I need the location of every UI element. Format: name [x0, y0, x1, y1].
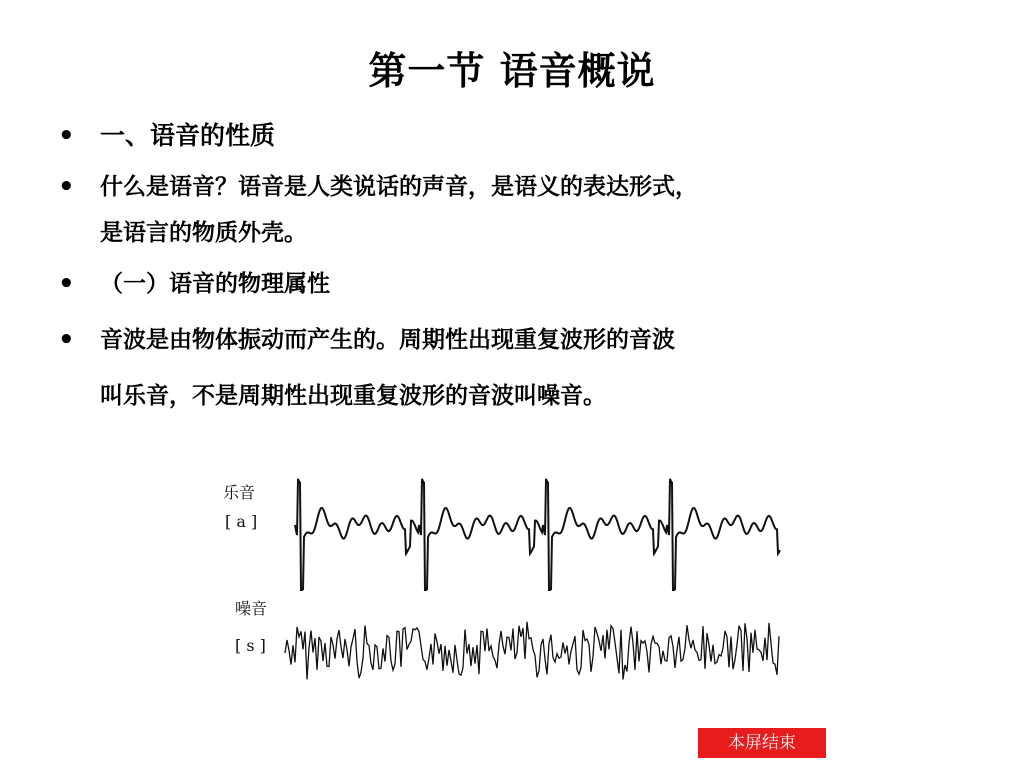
bullet-dot-icon: • [58, 269, 75, 299]
noise-label: 噪音 [235, 599, 268, 618]
bullet-list [58, 112, 978, 424]
bullet-text-line: 什么是语音？语音是人类说话的声音，是语义的表达形式， [100, 174, 698, 200]
bullet-text-line: 叫乐音，不是周期性出现重复波形的音波叫噪音。 [100, 383, 606, 409]
noise-phonetic-symbol: [ s ] [235, 636, 266, 655]
music-phonetic-symbol: [ a ] [225, 512, 258, 531]
bullet-text: 一、语音的性质 [100, 121, 276, 150]
bullet-dot-icon: • [58, 172, 75, 202]
bullet-text-line: 音波是由物体振动而产生的。周期性出现重复波形的音波 [100, 327, 675, 353]
bullet-item [58, 164, 978, 256]
bullet-text-line: 是语言的物质外壳。 [100, 220, 307, 246]
waveform-figure [215, 450, 785, 700]
bullet-dot-icon: • [58, 325, 75, 355]
bullet-item [58, 312, 978, 424]
music-label: 乐音 [223, 483, 256, 502]
bullet-item [58, 112, 978, 160]
bullet-dot-icon: • [58, 121, 75, 151]
bullet-text: （一）语音的物理属性 [100, 271, 330, 297]
bullet-item [58, 256, 978, 312]
end-screen-button[interactable]: 本屏结束 [698, 728, 826, 758]
slide-title: 第一节 语音概说 [368, 49, 656, 93]
music-waveform [215, 450, 785, 700]
